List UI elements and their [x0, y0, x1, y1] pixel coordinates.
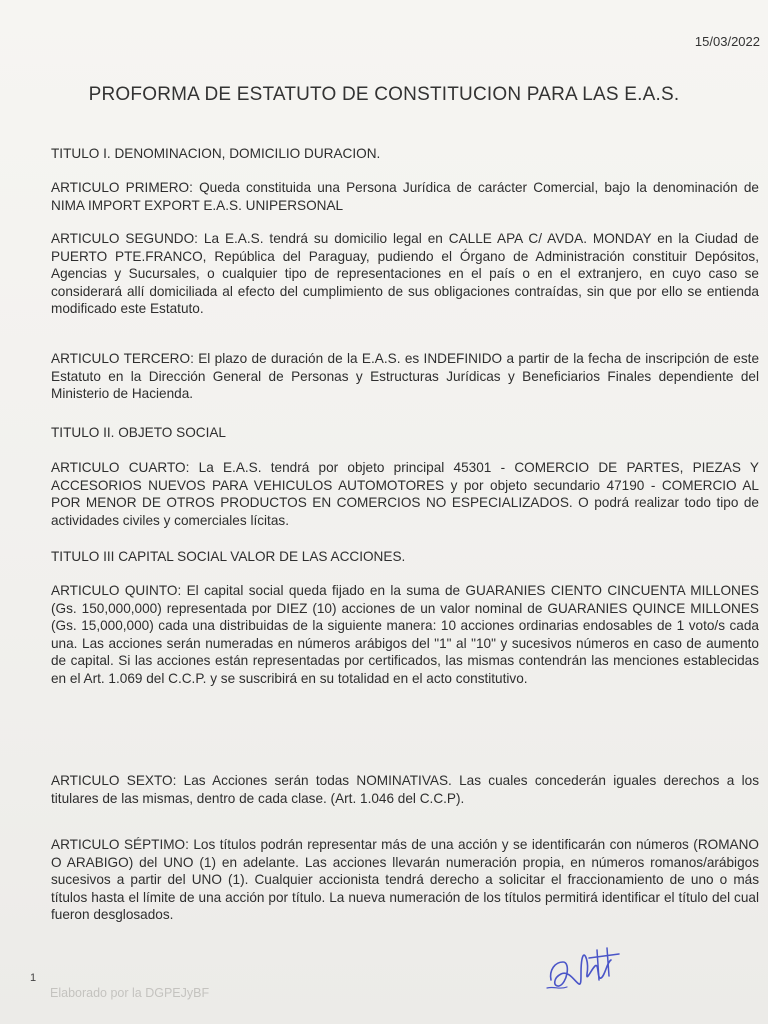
article-segundo: ARTICULO SEGUNDO: La E.A.S. tendrá su domicilio legal en CALLE APA C/ AVDA. MONDAY en la Ciudad de PUERTO PTE.FRANCO, República del Paraguay, pudiendo el Órgano de Administración constituir Depósitos, Agencias y Sucursales, o cualquier tipo de representaciones en el país o en el extranjero, en cuyo caso se considerará allí domiciliada al efecto del cumplimiento de sus obligaciones contraídas, sin que por ello se entienda modificado este Estatuto. [51, 231, 759, 317]
section-title-1: TITULO I. DENOMINACION, DOMICILIO DURACION. [51, 146, 381, 161]
article-quinto: ARTICULO QUINTO: El capital social queda fijado en la suma de GUARANIES CIENTO CINCUENTA MILLONES (Gs. 150,000,000) representada por DIEZ (10) acciones de un valor nominal de GUARANIES QUINCE MILLONES (Gs. 15,000,000) cada una distribuidas de la siguiente manera: 10 acciones ordinarias endosables de 1 voto/s cada una. Las acciones serán numeradas en números arábigos del "1" al "10" y sucesivos números en caso de aumento de capital. Si las acciones están representadas por certificados, las mismas contendrán las menciones establecidas en el Art. 1.069 del C.C.P. y se suscribirá en su totalidad en el acto constitutivo. [51, 583, 759, 686]
document-title: PROFORMA DE ESTATUTO DE CONSTITUCION PARA LAS E.A.S. [88, 84, 680, 105]
section-title-3: TITULO III CAPITAL SOCIAL VALOR DE LAS ACCIONES. [51, 549, 406, 564]
document-date: 15/03/2022 [694, 34, 760, 49]
article-sexto: ARTICULO SEXTO: Las Acciones serán todas NOMINATIVAS. Las cuales concederán iguales derechos a los titulares de las mismas, dentro de cada clase. (Art. 1.046 del C.C.P). [51, 773, 759, 806]
article-septimo: ARTICULO SÉPTIMO: Los títulos podrán representar más de una acción y se identificarán con números (ROMANO O ARABIGO) del UNO (1) en adelante. Las acciones llevarán numeración propia, en números romanos/arábigos sucesivos a partir del UNO (1). Cualquier accionista tendrá derecho a solicitar el fraccionamiento de uno o más títulos hasta el límite de una acción por título. La nueva numeración de los títulos permitirá identificar el título del cual fueron desglosados. [51, 837, 759, 923]
article-primero: ARTICULO PRIMERO: Queda constituida una Persona Jurídica de carácter Comercial, bajo la denominación de NIMA IMPORT EXPORT E.A.S. UNIPERSONAL [51, 180, 759, 213]
handwritten-signature [545, 940, 625, 998]
article-cuarto: ARTICULO CUARTO: La E.A.S. tendrá por objeto principal 45301 - COMERCIO DE PARTES, PIEZAS Y ACCESORIOS NUEVOS PARA VEHICULOS AUTOMOTORES y por objeto secundario 47190 - COMERCIO AL POR MENOR DE OTROS PRODUCTOS EN COMERCIOS NO ESPECIALIZADOS. O podrá realizar todo tipo de actividades civiles y comerciales lícitas. [51, 460, 759, 528]
article-tercero: ARTICULO TERCERO: El plazo de duración de la E.A.S. es INDEFINIDO a partir de la fecha de inscripción de este Estatuto en la Dirección General de Personas y Estructuras Jurídicas y Beneficiarios Finales dependiente del Ministerio de Hacienda. [51, 351, 759, 402]
page-number: 1 [30, 972, 37, 984]
footer-prepared-by: Elaborado por la DGPEJyBF [50, 986, 210, 1000]
section-title-2: TITULO II. OBJETO SOCIAL [51, 425, 226, 440]
